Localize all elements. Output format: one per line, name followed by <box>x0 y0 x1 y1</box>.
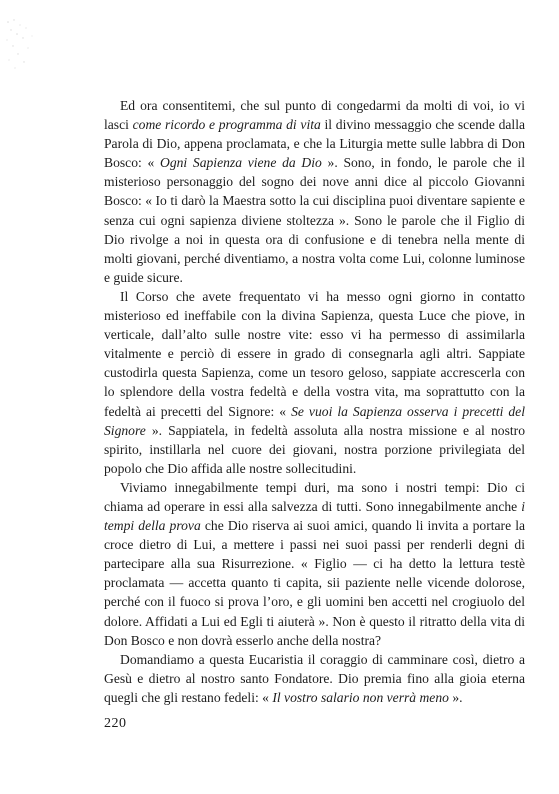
text-run: il divino messaggio che scende dalla Parola di Dio, appena proclamata, e che la Liturgia mette sulle labbra di Don Bosco: « <box>104 117 526 171</box>
italic-run: Ogni Sapienza viene da Dio <box>160 155 322 171</box>
paragraph-2 <box>104 287 525 478</box>
paragraph-4 <box>104 650 525 707</box>
text-run: Domandiamo a questa Eucaristia il coraggio di camminare così, dietro a Gesù e dietro al nostro santo Fondatore. Dio premia fino alla gioia eterna quegli che gli restano fedeli: « <box>104 651 525 705</box>
paragraph-1 <box>104 96 525 287</box>
text-run: ». Sono, in fondo, le parole che il misterioso personaggio del sogno dei nove anni dice al piccolo Giovanni Bosco: « Io ti darò la Maestra sotto la cui disciplina puoi diventare sapiente e senza cui ogni sapienza diviene stoltezza ». Sono le parole che il Figlio di Dio rivolge a noi in questa ora di confusione e di tenebra nella mente di molti giovani, perché diventiamo, a nostra volta come Lui, colonne luminose e guide sicure. <box>104 155 525 285</box>
italic-run: come ricordo e programma di vita <box>132 117 321 133</box>
text-run: Il Corso che avete frequentato vi ha messo ogni giorno in contatto misterioso ed ineffabile con la divina Sapienza, questa Luce che piove, in verticale, dall’alto sulle nostre vite: esso vi ha permesso di assimilarla vitalmente e perciò di essere in grado di consegnarla agli altri. Sappiate custodirla questa Sapienza, come un tesoro geloso, sappiate accrescerla con lo splendore della vostra fedeltà e della vostra vita, ma soprattutto con la fedeltà ai precetti del Signore: « <box>104 288 525 419</box>
body-text <box>104 96 525 707</box>
scan-noise-mark <box>4 16 38 76</box>
italic-run: Il vostro salario non verrà meno <box>272 689 449 705</box>
italic-run: Se vuoi la Sapienza osserva i precetti del Signore <box>104 403 525 438</box>
text-run: che Dio riserva ai suoi amici, quando li invita a portare la croce dietro di Lui, a mettere i passi nei suoi passi per renderli degni di partecipare alla sua Risurrezione. « Figlio — ci ha detto la lettura testè proclamata — accetta quanto ti capita, sii paziente nelle vicende dolorose, perché con il fuoco si prova l’oro, e gli uomini ben accetti nel crogiuolo del dolore. Affidati a Lui ed Egli ti aiuterà ». Non è questo il ritratto della vita di Don Bosco e non dovrà esserlo anche della nostra? <box>104 518 526 648</box>
text-run: ». Sappiatela, in fedeltà assoluta alla nostra missione e al nostro spirito, instillarla nel cuore dei giovani, nostra porzione privilegiata del popolo che Dio affida alle nostre sollecitudini. <box>104 422 525 476</box>
italic-run: i tempi della prova <box>104 498 525 534</box>
text-run: ». <box>448 689 463 705</box>
text-run: Ed ora consentitemi, che sul punto di congedarmi da molti di voi, io vi lasci <box>104 98 525 133</box>
page-number: 220 <box>104 716 127 731</box>
text-run: Viviamo innegabilmente tempi duri, ma sono i nostri tempi: Dio ci chiama ad operare in essi alla salvezza di tutti. Sono innegabilmente anche <box>104 479 525 514</box>
paragraph-3 <box>104 478 525 650</box>
